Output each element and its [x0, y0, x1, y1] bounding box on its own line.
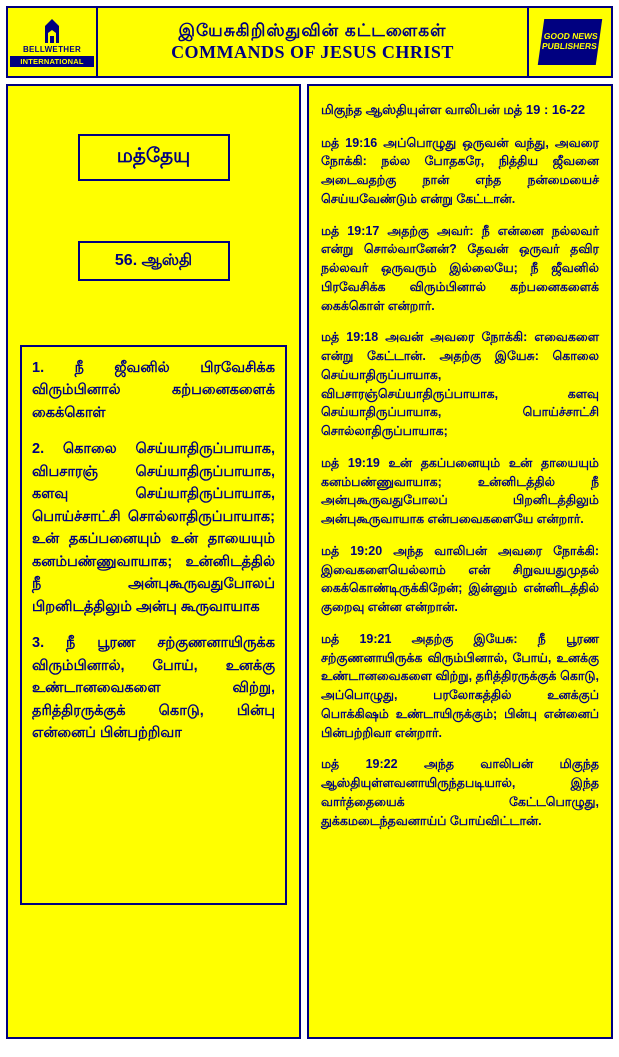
bellwether-logo-box [6, 6, 98, 78]
verse-item: மத் 19:21 அதற்கு இயேசு: நீ பூரண சற்குணனாயிருக்க விரும்பினால், போய், உனக்கு உண்டானவைகளை விற்று, தரித்திரருக்குக் கொடு, அப்பொழுது, பரலோகத்தில் உனக்குப் பொக்கிஷம் உண்டாயிருக்கும்; பின்பு என்னைப் பின்பற்றிவா என்றார். [321, 631, 599, 740]
verse-item: மத் 19:18 அவன் அவரை நோக்கி: எவைகளை என்று கேட்டான். அதற்கு இயேசு: கொலை செய்யாதிருப்பாயாக, விபசாரஞ்செய்யாதிருப்பாயாக, களவு செய்யாதிருப்பாயாக, பொய்ச்சாட்சி சொல்லாதிருப்பாயாக; [321, 330, 599, 438]
command-item: 1. நீ ஜீவனில் பிரவேசிக்க விரும்பினால் கற்பனைகளைக் கைக்கொள் [32, 360, 275, 421]
topic-box [78, 241, 230, 281]
bellwether-emblem-icon [39, 17, 65, 45]
title-english: COMMANDS OF JESUS CHRIST [171, 41, 454, 62]
verse-item: மத் 19:16 அப்பொழுது ஒருவன் வந்து, அவரை நோக்கி: நல்ல போதகரே, நித்திய ஜீவனை அடைவதற்கு நான் எந்த நன்மையைச் செய்யவேண்டும் என்று கேட்டான். [321, 135, 599, 206]
gnp-line2: PUBLISHERS [541, 41, 598, 51]
bellwether-sub: INTERNATIONAL [10, 56, 94, 67]
passage-heading: மிகுந்த ஆஸ்தியுள்ள வாலிபன் மத் 19 : 16-22 [321, 102, 586, 117]
document-header [6, 6, 613, 78]
verse-item: மத் 19:17 அதற்கு அவர்: நீ என்னை நல்லவர் என்று சொல்வானேன்? தேவன் ஒருவர் தவிர நல்லவர் ஒருவரும் இல்லையே; நீ ஜீவனில் பிரவேசிக்க விரும்பினால் கற்பனைகளைக் கைக்கொள் என்றார். [321, 223, 599, 313]
verse-item: மத் 19:20 அந்த வாலிபன் அவரை நோக்கி: இவைகளையெல்லாம் என் சிறுவயதுமுதல் கைக்கொண்டிருக்கிறேன்; இன்னும் என்னிடத்தில் குறைவு என்ன என்றான். [321, 543, 599, 614]
book-name-label: மத்தேயு [116, 145, 191, 167]
left-column [6, 84, 301, 1039]
good-news-publishers-logo-box [527, 6, 613, 78]
gnp-line1: GOOD NEWS [543, 31, 599, 42]
right-column [307, 84, 613, 1039]
book-name-box [78, 134, 230, 181]
good-news-publishers-emblem-icon [538, 19, 602, 65]
title-tamil: இயேசுகிறிஸ்துவின் கட்டளைகள் [178, 20, 447, 40]
command-item: 3. நீ பூரண சற்குணனாயிருக்க விரும்பினால், போய், உனக்கு உண்டானவைகளை விற்று, தரித்திரருக்குக் கொடு, பின்பு என்னைப் பின்பற்றிவா [32, 635, 275, 742]
command-item: 2. கொலை செய்யாதிருப்பாயாக, விபசாரஞ் செய்யாதிருப்பாயாக, களவு செய்யாதிருப்பாயாக, பொய்ச்சாட்சி சொல்லாதிருப்பாயாக; உன் தகப்பனையும் உன் தாயையும் கனம்பண்ணுவாயாக; உன்னிடத்தில் நீ அன்புகூருவதுபோலப் பிறனிடத்திலும் அன்பு கூருவாயாக [32, 441, 275, 615]
bellwether-name: BELLWETHER [22, 44, 82, 54]
document-title-box [98, 6, 527, 78]
verse-item: மத் 19:22 அந்த வாலிபன் மிகுந்த ஆஸ்தியுள்ளவனாயிருந்தபடியால், இந்த வார்த்தையைக் கேட்டபொழுது, துக்கமடைந்தவனாய்ப் போய்விட்டான். [321, 757, 599, 828]
commands-box [20, 345, 287, 905]
content-columns [6, 84, 613, 1039]
topic-label: 56. ஆஸ்தி [114, 252, 193, 269]
verse-item: மத் 19:19 உன் தகப்பனையும் உன் தாயையும் கனம்பண்ணுவாயாக; உன்னிடத்தில் நீ அன்புகூருவதுபோலப் பிறனிடத்திலும் அன்புகூருவாயாக என்பவைகளையே என்றார். [321, 455, 599, 526]
